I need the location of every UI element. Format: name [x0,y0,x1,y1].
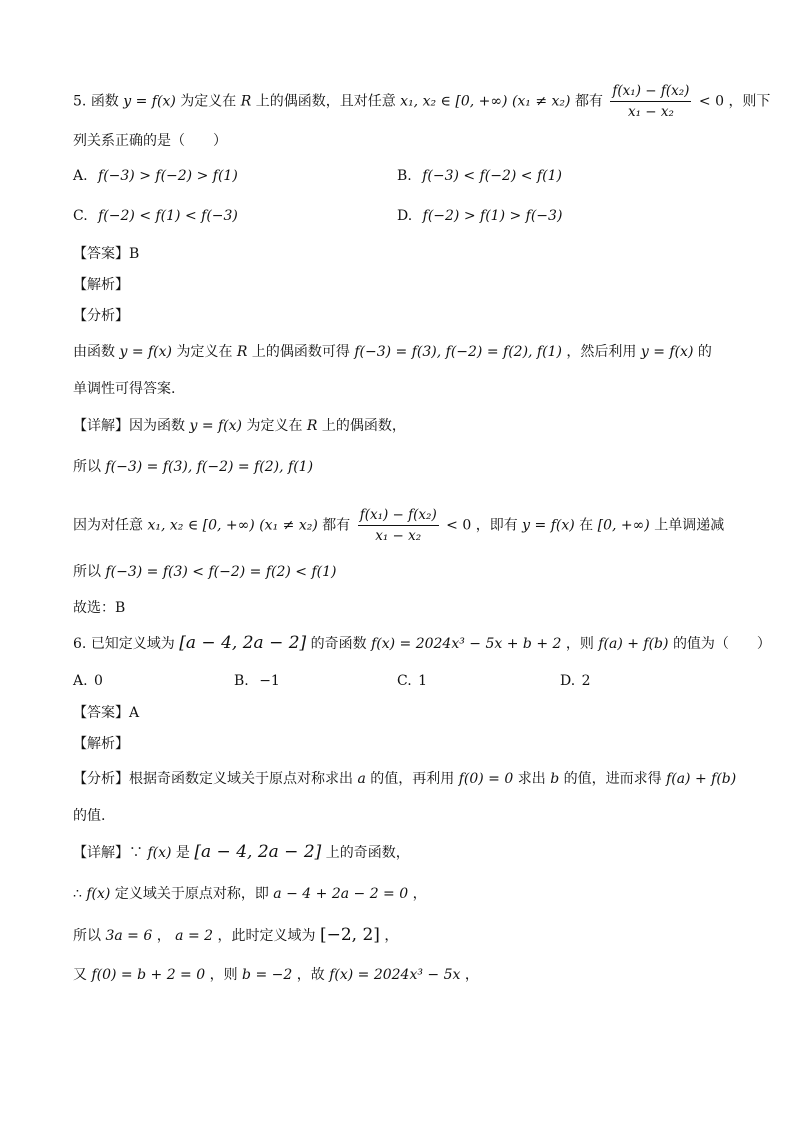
q5-vars: x₁, x₂ ∈ [0, +∞) [400,93,508,110]
q5-fraction-numerator: f(x₁) − f(x₂) [610,82,691,102]
q6-analysis-tag: 【解析】 [73,736,129,752]
q5-fraction-denominator: x₁ − x₂ [627,104,674,120]
q6-option-a: A. 0 [73,673,103,689]
q6-answer: 【答案】A [73,705,140,721]
q5-detail-line4: 所以 f(−3) = f(3) < f(−2) = f(2) < f(1) [73,564,337,580]
q5-option-a: A. f(−3) > f(−2) > f(1) [73,168,238,184]
q6-stem-line1: 6. 已知定义域为 [a − 4, 2a − 2] 的奇函数 f(x) = 2024x³ − 5x + b + 2 ，则 f(a) + f(b) 的值为（ ） [73,633,771,653]
q5-fraction [610,82,691,121]
q5-fenxi-line1: 由函数 y = f(x) 为定义在 R 上的偶函数可得 f(−3) = f(3), f(−2) = f(2), f(1) ，然后利用 y = f(x) 的 [73,344,712,360]
q5-stem-line2: 列关系正确的是（ ） [73,133,227,149]
q6-fenxi-line2: 的值. [73,808,106,824]
q5-number: 5. [73,93,87,110]
q5-option-c: C. f(−2) < f(1) < f(−3) [73,208,238,224]
q6-option-b: B. −1 [234,673,280,689]
q5-answer: 【答案】B [73,246,140,262]
q6-option-c: C. 1 [397,673,428,689]
q6-number: 6. [73,636,87,652]
q6-detail-line3: 所以 3a = 6 ， a = 2 ，此时定义域为 [−2, 2] ， [73,925,399,945]
q5-y-eq-fx: y = f(x) [123,93,176,110]
q5-stem-line1: 5. 函数 y = f(x) 为定义在 R 上的偶函数，且对任意 x₁, x₂ ∈ [0, +∞) (x₁ ≠ x₂) 都有 $\frac{\text{f(x₁) − f(x₂)}}{\text{x₁ − x₂}}$ < 0 ，则下 [73,83,771,120]
q5-fenxi-tag: 【分析】 [73,308,129,324]
q6-function: f(x) = 2024x³ − 5x + b + 2 [371,636,562,652]
q5-analysis-tag: 【解析】 [73,277,129,293]
q6-option-d: D. 2 [560,673,591,689]
q6-fenxi-line1: 【分析】根据奇函数定义域关于原点对称求出 a 的值，再利用 f(0) = 0 求出 b 的值，进而求得 f(a) + f(b) [73,771,737,787]
q5-detail-line3: 因为对任意 x₁, x₂ ∈ [0, +∞) (x₁ ≠ x₂) 都有 $\frac{\text{f(x₁) − f(x₂)}}{\text{x₁ − x₂}}$ < 0 ，即有 y = f(x) 在 [0, +∞) 上单调递减 [73,507,725,544]
q5-choose: 故选：B [73,600,126,616]
q6-detail-line2: ∴ f(x) 定义域关于原点对称，即 a − 4 + 2a − 2 = 0 ， [73,886,427,902]
q5-detail-fraction: $\frac{\text{f(x₁) − f(x₂)}}{\text{x₁ − x₂}}$ [359,507,437,544]
q6-domain: [a − 4, 2a − 2] [179,633,307,653]
q6-detail-line1: 【详解】∵ f(x) 是 [a − 4, 2a − 2] 上的奇函数， [73,842,410,862]
q5-detail-line1: 【详解】因为函数 y = f(x) 为定义在 R 上的偶函数， [73,418,406,434]
q5-option-b: B. f(−3) < f(−2) < f(1) [397,168,562,184]
q5-cond: (x₁ ≠ x₂) [511,93,571,110]
q6-detail-line4: 又 f(0) = b + 2 = 0 ，则 b = −2 ，故 f(x) = 2024x³ − 5x ， [73,967,479,983]
q5-detail-line2: 所以 f(−3) = f(3), f(−2) = f(2), f(1) [73,459,314,475]
q5-fenxi-line2: 单调性可得答案. [73,381,176,397]
q5-option-d: D. f(−2) > f(1) > f(−3) [397,208,563,224]
